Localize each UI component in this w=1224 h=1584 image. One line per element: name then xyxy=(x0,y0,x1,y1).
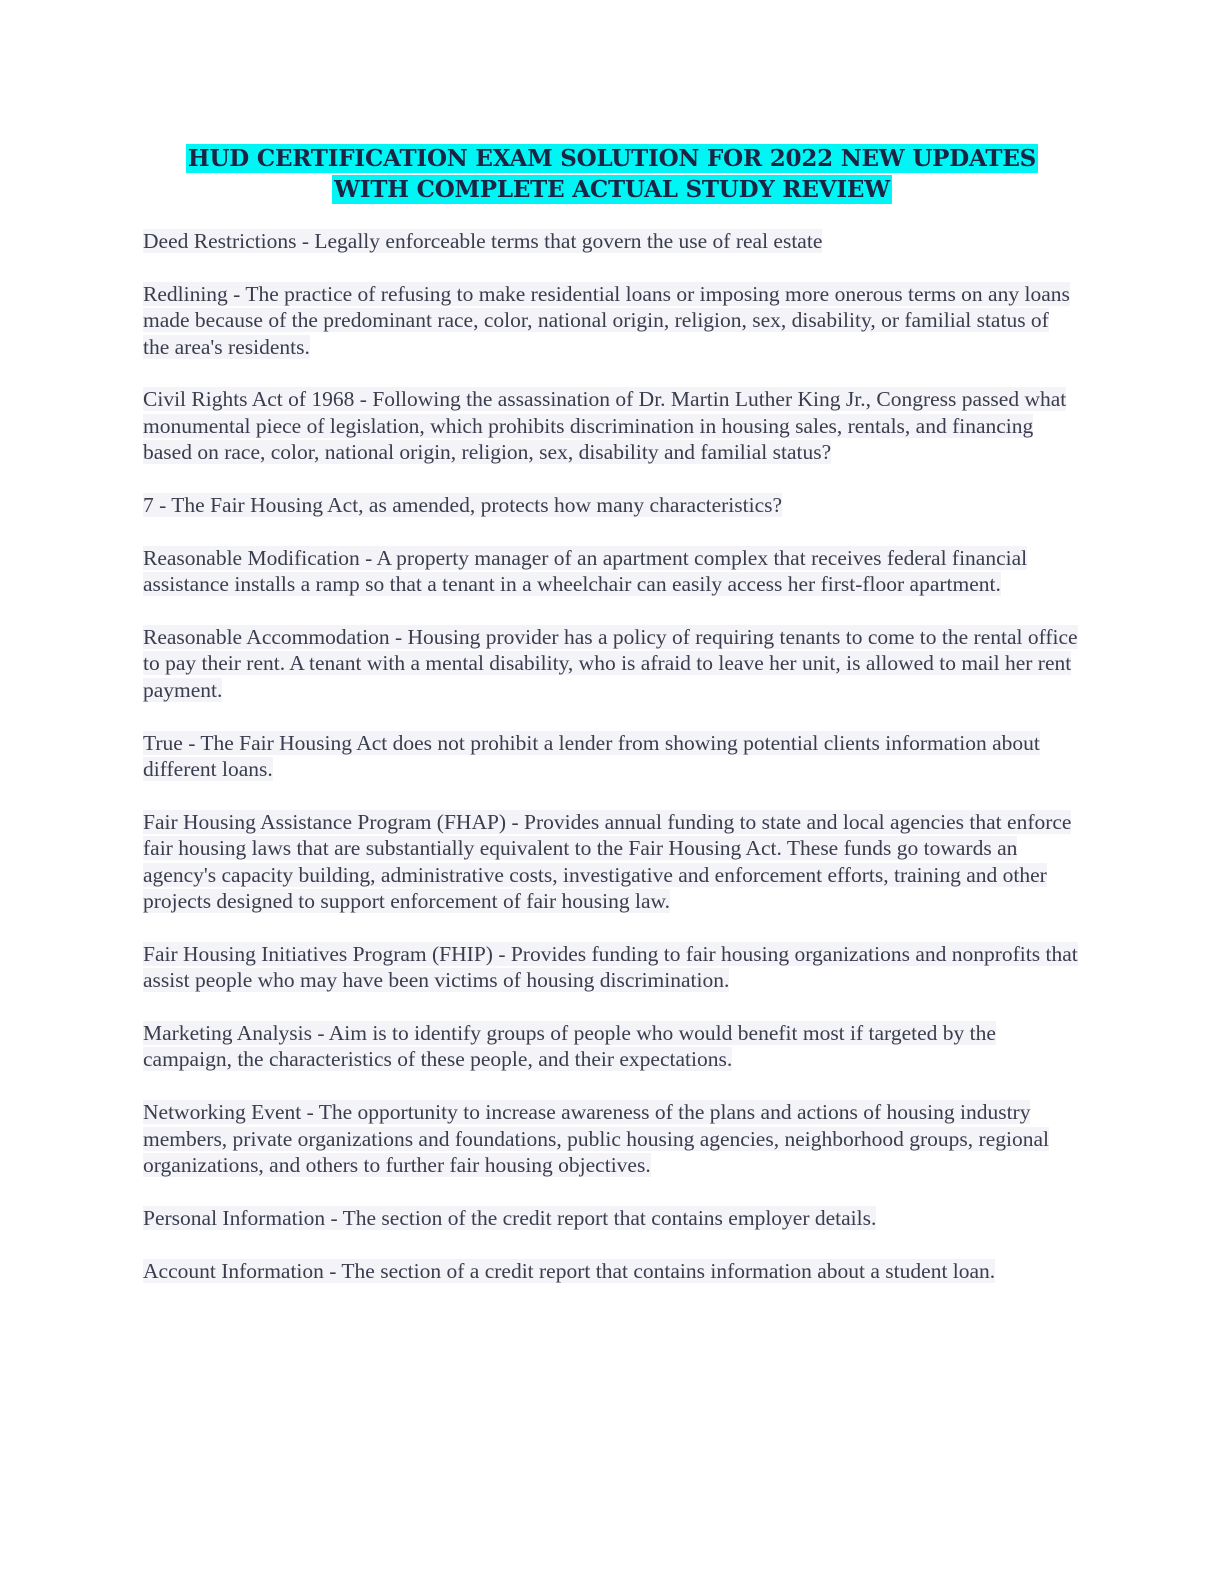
entry-text: Deed Restrictions - Legally enforceable terms that govern the use of real estate xyxy=(143,229,823,253)
entry-reasonable-accommodation xyxy=(143,624,1078,703)
entry-text: Account Information - The section of a credit report that contains information about a student loan. xyxy=(143,1258,996,1283)
entry-text: True - The Fair Housing Act does not prohibit a lender from showing potential clients information about different loans. xyxy=(143,730,1040,782)
entry-text: 7 - The Fair Housing Act, as amended, protects how many characteristics? xyxy=(143,493,783,518)
entry-redlining xyxy=(143,281,1078,360)
document-title xyxy=(0,143,1224,205)
entry-reasonable-modification xyxy=(143,545,1078,598)
entry-fhap xyxy=(143,809,1078,915)
entry-seven-characteristics xyxy=(143,492,1078,518)
entry-text: Redlining - The practice of refusing to make residential loans or imposing more onerous terms on any loans made because of the predominant race, color, national origin, religion, sex, disability, or familial status of the area's residents. xyxy=(143,281,1070,359)
entry-text: Civil Rights Act of 1968 - Following the assassination of Dr. Martin Luther King Jr., Congress passed what monumental piece of legislation, which prohibits discrimination in housing sales, rentals, and financing based on race, color, national origin, religion, sex, disability and familial status? xyxy=(143,387,1067,465)
entry-networking-event xyxy=(143,1099,1078,1178)
entry-marketing-analysis xyxy=(143,1020,1078,1073)
entry-civil-rights-act xyxy=(143,386,1078,465)
entry-personal-information xyxy=(143,1205,1078,1231)
entry-text: Marketing Analysis - Aim is to identify groups of people who would benefit most if targeted by the campaign, the characteristics of these people, and their expectations. xyxy=(143,1021,996,1072)
entry-text: Fair Housing Initiatives Program (FHIP) - Provides funding to fair housing organizations and nonprofits that assist people who may have been victims of housing discrimination. xyxy=(143,941,1078,993)
entry-fhip xyxy=(143,941,1078,994)
entry-text: Personal Information - The section of the credit report that contains employer details. xyxy=(143,1205,877,1230)
entry-text: Networking Event - The opportunity to increase awareness of the plans and actions of housing industry members, private organizations and foundations, public housing agencies, neighborhood groups, regional organizations, and others to further fair housing objectives. xyxy=(143,1100,1049,1178)
title-line-2: WITH COMPLETE ACTUAL STUDY REVIEW xyxy=(334,176,890,203)
entry-text: Reasonable Modification - A property manager of an apartment complex that receives federal financial assistance installs a ramp so that a tenant in a wheelchair can easily access her first-floor apartment. xyxy=(143,545,1028,597)
entry-text: Fair Housing Assistance Program (FHAP) - Provides annual funding to state and local agencies that enforce fair housing laws that are substantially equivalent to the Fair Housing Act. These funds go towards an agency's capacity building, administrative costs, investigative and enforcement efforts, training and other projects designed to support enforcement of fair housing law. xyxy=(143,809,1072,914)
entry-text: Reasonable Accommodation - Housing provider has a policy of requiring tenants to come to the rental office to pay their rent. A tenant with a mental disability, who is afraid to leave her unit, is allowed to mail her rent payment. xyxy=(143,625,1078,702)
entry-true-lender xyxy=(143,730,1078,783)
title-line-1: HUD CERTIFICATION EXAM SOLUTION FOR 2022 NEW UPDATES xyxy=(187,145,1037,172)
entry-account-information xyxy=(143,1258,1078,1284)
flashcard-list xyxy=(143,228,1078,1310)
entry-deed-restrictions xyxy=(143,228,1078,254)
